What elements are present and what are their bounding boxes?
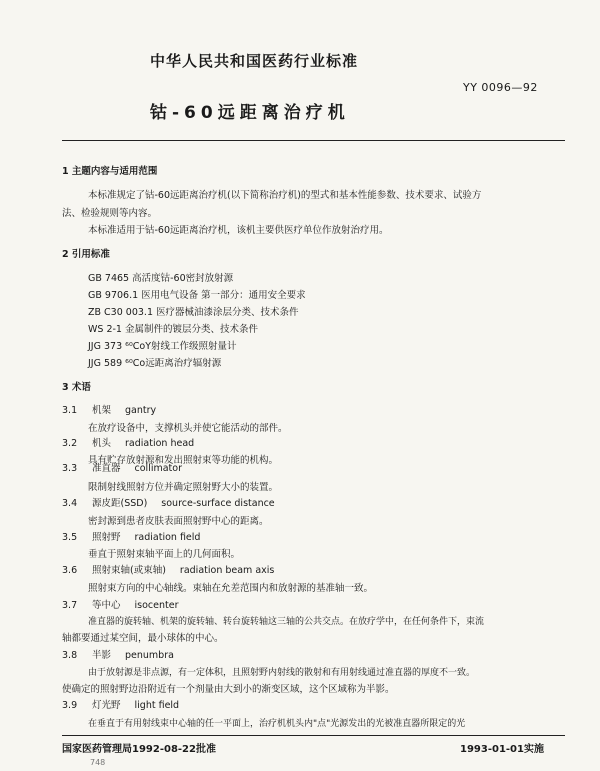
document-title: 钴-60远距离治疗机	[150, 103, 350, 123]
term-number: 3.8	[62, 650, 78, 661]
term-definition: 在放疗设备中，支撑机头并使它能活动的部件。	[88, 423, 288, 434]
term-title	[62, 650, 174, 662]
reference-item: GB 7465 高活度钴-60密封放射源	[88, 273, 234, 284]
term-chinese: 准直器	[92, 463, 121, 474]
term-english: collimator	[134, 463, 182, 474]
term-definition: 由于放射源是非点源，有一定体积，且照射野内射线的散射和有用射线通过准直器的厚度不一致。	[88, 668, 476, 678]
term-english: isocenter	[134, 600, 179, 611]
term-english: radiation beam axis	[179, 565, 275, 576]
reference-item: JJG 373 ⁶⁰CoY射线工作级照射量计	[88, 341, 237, 352]
section-1-para1-line2: 法、检验规则等内容。	[62, 208, 158, 219]
section-3-heading: 3 术语	[62, 382, 91, 393]
term-chinese: 照射束轴(或束轴)	[92, 565, 166, 576]
term-chinese: 源皮距(SSD)	[92, 498, 148, 509]
standard-number: YY 0096—92	[463, 81, 538, 94]
reference-item: WS 2-1 金属制件的镀层分类、技术条件	[88, 324, 258, 335]
reference-item: ZB C30 003.1 医疗器械油漆涂层分类、技术条件	[88, 307, 299, 318]
term-english: penumbra	[125, 650, 174, 661]
term-chinese: 半影	[92, 650, 112, 661]
section-1-para2: 本标准适用于钴-60远距离治疗机，该机主要供医疗单位作放射治疗用。	[88, 225, 389, 236]
term-number: 3.4	[62, 498, 78, 509]
effective-date-note: 1993-01-01实施	[460, 744, 544, 755]
term-definition: 限制射线照射方位并确定照射野大小的装置。	[88, 482, 279, 493]
term-english: source-surface distance	[161, 498, 275, 509]
term-definition: 准直器的旋转轴、机架的旋转轴、转台旋转轴这三轴的公共交点。在放疗学中，在任何条件下，束流	[88, 617, 485, 627]
term-title	[62, 565, 274, 577]
term-english: light field	[134, 700, 180, 711]
term-title	[62, 463, 182, 475]
term-chinese: 等中心	[92, 600, 121, 611]
term-definition-continued: 轴都要通过某空间，最小球体的中心。	[62, 633, 224, 644]
term-title	[62, 700, 179, 712]
term-english: radiation head	[125, 438, 195, 449]
term-definition: 照射束方向的中心轴线。束轴在允差范围内和放射源的基准轴一致。	[88, 583, 374, 594]
term-number: 3.7	[62, 600, 78, 611]
section-1-para1-line1: 本标准规定了钴-60远距离治疗机(以下简称治疗机)的型式和基本性能参数、技术要求、试验方	[88, 190, 482, 201]
section-2-heading: 2 引用标准	[62, 249, 110, 260]
term-chinese: 机头	[92, 438, 112, 449]
section-1-heading: 1 主题内容与适用范围	[62, 166, 158, 177]
term-number: 3.5	[62, 532, 78, 543]
header-rule	[62, 140, 565, 141]
reference-item: GB 9706.1 医用电气设备 第一部分：通用安全要求	[88, 290, 306, 301]
term-chinese: 照射野	[92, 532, 121, 543]
footer-rule	[62, 735, 565, 736]
page-number: 748	[90, 758, 106, 767]
term-definition: 在垂直于有用射线束中心轴的任一平面上，治疗机机头内"点"光源发出的光被准直器所限定的光	[88, 719, 466, 729]
term-definition: 具有贮存放射源和发出照射束等功能的机构。	[88, 455, 279, 466]
reference-item: JJG 589 ⁶⁰Co远距离治疗辐射源	[88, 358, 222, 369]
term-number: 3.9	[62, 700, 78, 711]
term-english: gantry	[125, 405, 157, 416]
term-number: 3.6	[62, 565, 78, 576]
term-title	[62, 438, 194, 450]
term-chinese: 机架	[92, 405, 112, 416]
term-definition: 垂直于照射束轴平面上的几何面积。	[88, 549, 241, 560]
term-title	[62, 498, 275, 510]
term-number: 3.3	[62, 463, 78, 474]
term-chinese: 灯光野	[92, 700, 121, 711]
term-definition: 密封源到患者皮肤表面照射野中心的距离。	[88, 516, 269, 527]
term-number: 3.2	[62, 438, 78, 449]
term-title	[62, 532, 200, 544]
term-number: 3.1	[62, 405, 78, 416]
term-english: radiation field	[134, 532, 201, 543]
term-title	[62, 600, 178, 612]
term-definition-continued: 使确定的照射野边沿附近有一个剂量由大到小的渐变区域，这个区域称为半影。	[62, 684, 395, 695]
issuing-org-title: 中华人民共和国医药行业标准	[150, 52, 359, 70]
term-title	[62, 405, 156, 417]
approval-note: 国家医药管理局1992-08-22批准	[62, 744, 216, 755]
